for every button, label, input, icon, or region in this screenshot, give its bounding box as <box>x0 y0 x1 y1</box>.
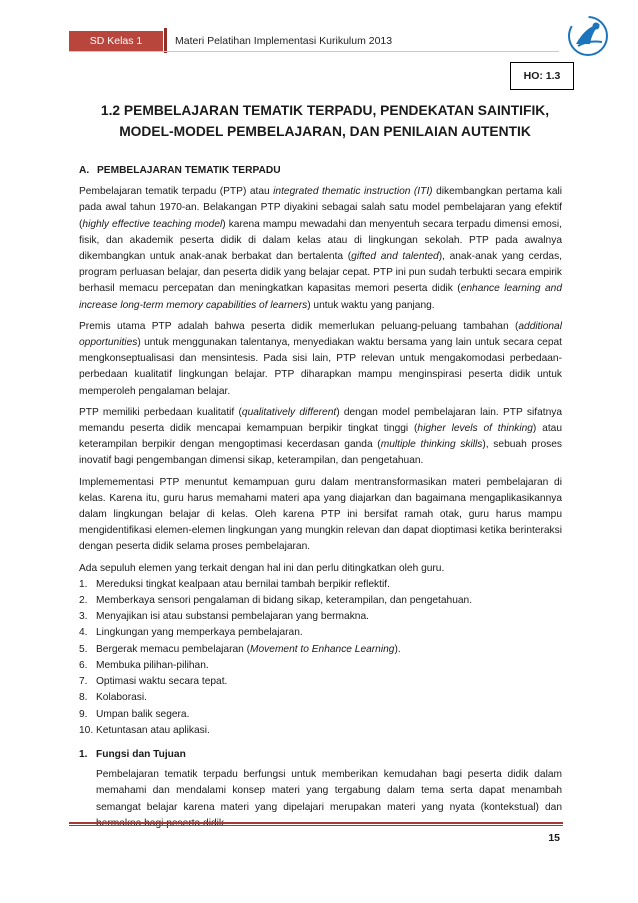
list-item: 3. Menyajikan isi atau substansi pembelajaran yang bermakna. <box>79 611 369 623</box>
handout-code-box: HO: 1.3 <box>510 62 574 90</box>
list-item: 9. Umpan balik segera. <box>79 708 190 720</box>
document-body <box>79 163 562 837</box>
list-item: 6. Membuka pilihan-pilihan. <box>79 659 209 671</box>
subsection-1-heading <box>79 747 562 763</box>
paragraph-3: PTP memiliki perbedaan kualitatif (qualitatively different) dengan model pembelajaran lain. PTP sifatnya memandu peserta didik mencapai kemampuan berpikir tingkat tinggi (higher levels of thinking) atau keterampilan berpikir dengan mengoptimasi kecerdasan ganda (multiple thinking skills), sebuah proses inovatif bagi pengembangan dimensi sikap, keterampilan, dan pengetahuan. <box>79 406 563 467</box>
subsection-1-title: Fungsi dan Tujuan <box>96 748 186 760</box>
subsection-1-text: Pembelajaran tematik terpadu berfungsi untuk memberikan kemudahan bagi peserta didik dalam memahami dan mendalami konsep materi yang tergabung dalam tema serta dapat menambah semangat belajar karena materi yang dipelajari merupakan materi yang nyata (kontekstual) dan <box>96 769 562 813</box>
list-item: 5. Bergerak memacu pembelajaran (Movement to Enhance Learning). <box>79 643 401 655</box>
header-subtitle: Materi Pelatihan Implementasi Kurikulum 2013 <box>175 35 393 47</box>
footer-rule <box>69 822 563 824</box>
page-number: 15 <box>548 832 560 844</box>
title-line-2: MODEL-MODEL PEMBELAJARAN, DAN PENILAIAN AUTENTIK <box>119 124 531 139</box>
paragraph-4: Implemementasi PTP menuntut kemampuan guru dalam mentransformasikan materi pembelajaran di kelas. Karena itu, guru harus memahami materi apa yang diajarkan dan bagaimana mengaplikasikannya dalam lingkungan belajar di kelas. Oleh karena PTP ini bersifat ramah otak, guru harus mampu mengidentifikasi elemen-elemen lingkungan yang mungkin relevan dan dapat dioptimasi ketika berinteraksi dengan peserta didik selama proses pembelajaran. <box>79 476 562 553</box>
list-item: 7. Optimasi waktu secara tepat. <box>79 676 228 688</box>
subsection-1-label: 1. <box>79 748 88 760</box>
list-item: 1. Mereduksi tingkat kealpaan atau bernilai tambah berpikir reflektif. <box>79 578 390 590</box>
page-title <box>70 100 580 142</box>
header-rule <box>69 51 559 52</box>
list-intro: Ada sepuluh elemen yang terkait dengan hal ini dan perlu ditingkatkan oleh guru. <box>79 562 445 574</box>
list-item: 8. Kolaborasi. <box>79 692 147 704</box>
elements-list <box>79 577 562 739</box>
header-divider <box>164 28 167 53</box>
paragraph-2: Premis utama PTP adalah bahwa peserta didik memerlukan peluang-peluang tambahan (additional opportunities) untuk menggunakan talentanya, menyediakan waktu bersama yang lain untuk secara cepat mengkonseptualisasi dan mensintesis. Pada sisi lain, PTP relevan untuk mengakomodasi perbedaan-perbedaan kualitatif lingkungan belajar. PTP diharapkan mampu menginspirasi peserta didik untuk memperoleh pengalaman belajar. <box>79 320 562 397</box>
list-item: 4. Lingkungan yang memperkaya pembelajaran. <box>79 627 303 639</box>
list-item: 10. Ketuntasan atau aplikasi. <box>79 724 210 736</box>
section-a-label: A. <box>79 165 90 176</box>
section-a-title: PEMBELAJARAN TEMATIK TERPADU <box>97 165 281 176</box>
header-badge: SD Kelas 1 <box>69 31 163 51</box>
paragraph-1: Pembelajaran tematik terpadu (PTP) atau integrated thematic instruction (ITI) dikembangkan pertama kali pada awal tahun 1970-an. Belakangan PTP diyakini sebagai salah satu model pembelajaran yang efektif (highly effective teaching model) karena mampu mewadahi dan menyentuh secara terpadu dimensi emosi, fisik, dan akademik peserta didik di dalam kelas atau di lingkungan sekolah. PTP pada awalnya dikembangkan untuk anak-anak berbakat dan bertalenta (gifted and talented), anak-anak yang cerdas, program perluasan belajar, dan peserta didik yang belajar cepat. PTP ini pun sudah terbukti secara empirik berhasil memacu percepatan dan meningkatkan kapasitas memori peserta didik (enhance learning and increase long-term memory capabilities of learners) untuk waktu yang panjang. <box>79 186 563 311</box>
title-line-1: 1.2 PEMBELAJARAN TEMATIK TERPADU, PENDEKATAN SAINTIFIK, <box>100 103 550 118</box>
list-item: 2. Memberkaya sensori pengalaman di bidang sikap, keterampilan, dan pengetahuan. <box>79 595 473 607</box>
footer-rule-thin <box>69 825 563 826</box>
section-a-heading <box>79 163 562 179</box>
kemdikbud-logo-icon <box>566 14 610 58</box>
